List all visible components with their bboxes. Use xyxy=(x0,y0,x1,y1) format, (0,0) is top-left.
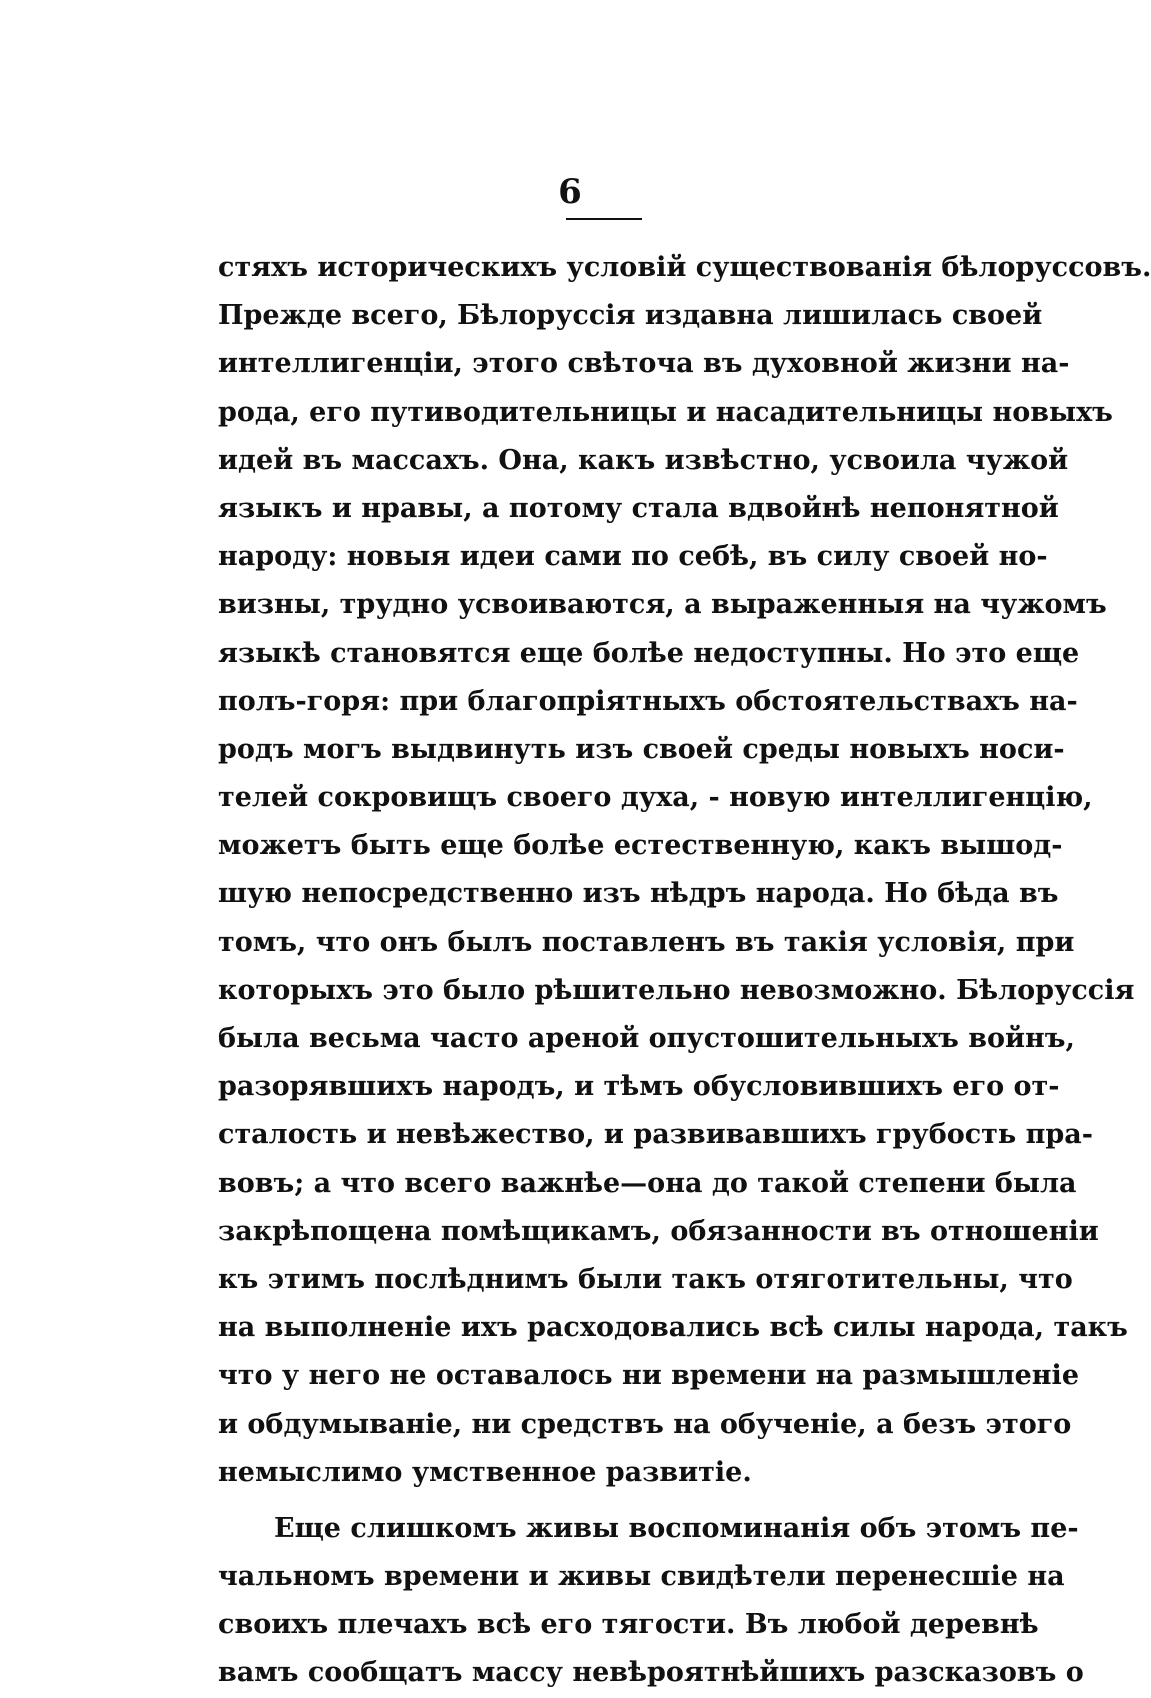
text-line: и обдумываніе, ни средствъ на обученіе, а безъ этого xyxy=(218,1408,1072,1440)
text-line: закрѣпощена помѣщикамъ, обязанности въ отношеніи xyxy=(218,1215,1099,1247)
text-line: интеллигенціи, этого свѣточа въ духовной жизни на- xyxy=(218,348,1070,380)
text-line: языкѣ становятся еще болѣе недоступны. Но это еще xyxy=(218,637,1080,669)
text-line: можетъ быть еще болѣе естественную, какъ вышод- xyxy=(218,830,1063,862)
text-line: которыхъ это было рѣшительно невозможно. Бѣлоруссія xyxy=(218,974,1135,1006)
text-line: что у него не оставалось ни времени на размышленіе xyxy=(218,1360,1079,1392)
text-line: вамъ сообщатъ массу невѣроятнѣйшихъ разсказовъ о xyxy=(218,1657,1084,1689)
text-line: родъ могъ выдвинуть изъ своей среды новыхъ носи- xyxy=(218,733,1065,765)
text-line: томъ, что онъ былъ поставленъ въ такія условія, при xyxy=(218,926,1075,958)
text-line: стяхъ историческихъ условій существованія бѣлоруссовъ. xyxy=(218,252,1151,283)
text-line: визны, трудно усвоиваются, а выраженныя на чужомъ xyxy=(218,589,1107,621)
paragraph-2 xyxy=(218,1505,1084,1698)
text-line: вовъ; а что всего важнѣе—она до такой степени была xyxy=(218,1167,1077,1199)
text-line: Прежде всего, Бѣлоруссія издавна лишилась своей xyxy=(218,300,1043,332)
page-number: 6 xyxy=(558,172,582,212)
text-line: чальномъ времени и живы свидѣтели перенесшіе на xyxy=(218,1561,1065,1593)
text-line: Еще слишкомъ живы воспоминанія объ этомъ пе- xyxy=(274,1512,1079,1544)
text-line: рода, его путиводительницы и насадительницы новыхъ xyxy=(218,396,1113,428)
text-line: народу: новыя идеи сами по себѣ, въ силу своей но- xyxy=(218,541,1048,573)
text-line: полъ-горя: при благопріятныхъ обстоятельствахъ на- xyxy=(218,685,1078,717)
text-line: была весьма часто ареной опустошительныхъ войнъ, xyxy=(218,1023,1075,1054)
text-line: къ этимъ послѣднимъ были такъ отяготительны, что xyxy=(218,1263,1073,1295)
text-line: идей въ массахъ. Она, какъ извѣстно, усвоила чужой xyxy=(218,444,1069,476)
page-number-rule xyxy=(566,218,642,220)
text-line: сталость и невѣжество, и развивавшихъ грубость пра- xyxy=(218,1119,1093,1151)
text-line: немыслимо умственное развитіе. xyxy=(218,1456,752,1488)
text-line: языкъ и нравы, а потому стала вдвойнѣ непонятной xyxy=(218,492,1059,524)
text-line: разорявшихъ народъ, и тѣмъ обусловившихъ его от- xyxy=(218,1071,1060,1103)
paragraph-1 xyxy=(218,244,1151,1497)
body-text xyxy=(218,244,1151,1698)
text-line: телей сокровищъ своего духа, - новую интеллигенцію, xyxy=(218,782,1093,814)
text-line: шую непосредственно изъ нѣдръ народа. Но бѣда въ xyxy=(218,878,1059,910)
text-line: на выполненіе ихъ расходовались всѣ силы народа, такъ xyxy=(218,1312,1128,1344)
text-line: своихъ плечахъ всѣ его тягости. Въ любой деревнѣ xyxy=(218,1609,1039,1641)
paragraph-gap xyxy=(218,1497,980,1505)
